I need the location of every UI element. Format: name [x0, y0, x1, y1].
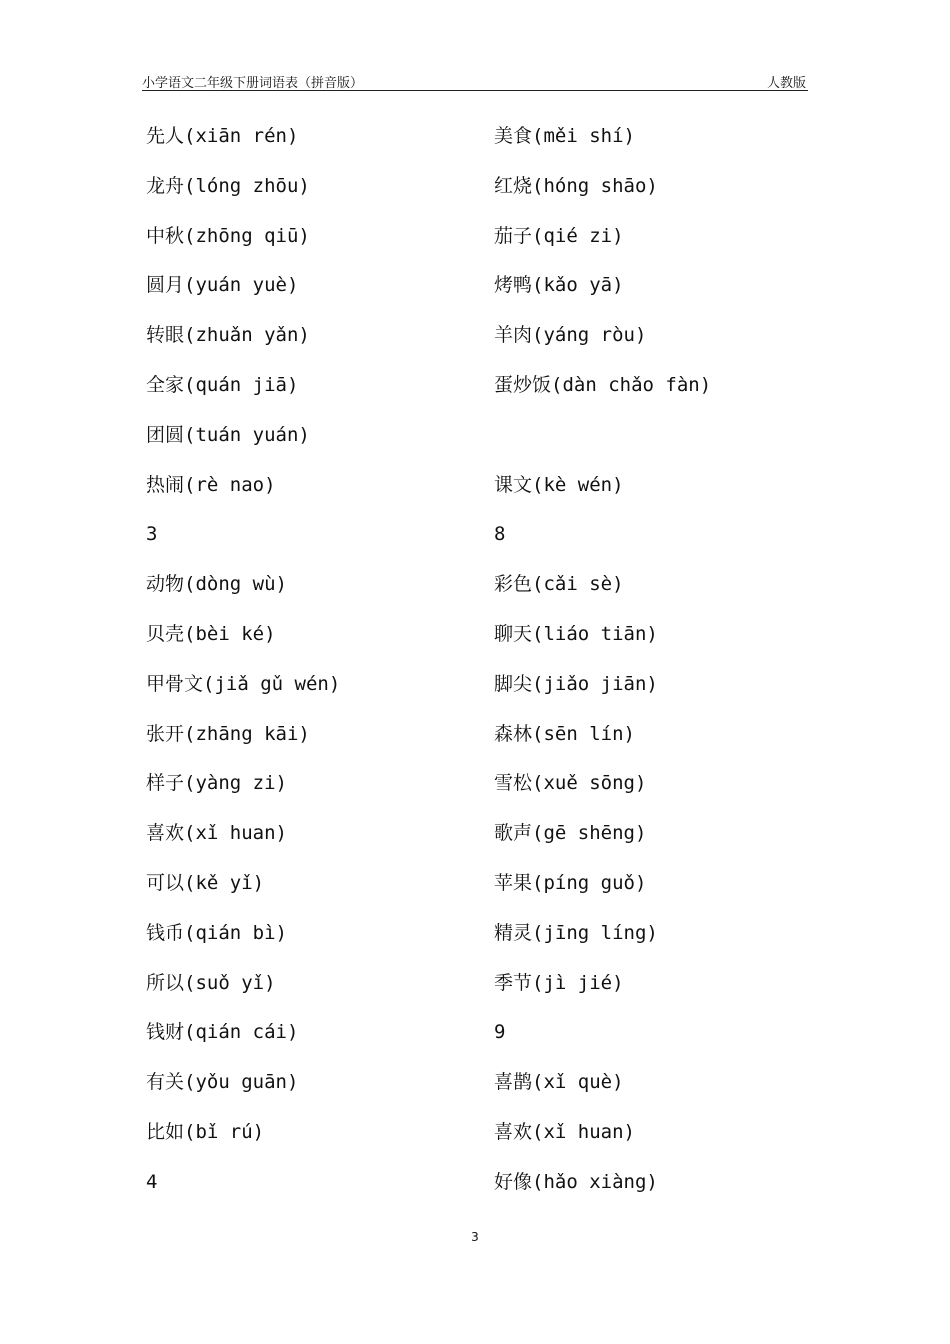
- word-entry: 样子(yàng zi): [146, 772, 287, 795]
- word-entry: 彩色(cǎi sè): [494, 573, 624, 596]
- word-entry: 中秋(zhōng qiū): [146, 224, 310, 247]
- word-entry: 转眼(zhuǎn yǎn): [146, 324, 310, 347]
- word-entry: 先人(xiān rén): [146, 125, 299, 147]
- word-entry: 张开(zhāng kāi): [146, 722, 310, 745]
- word-entry: 好像(hǎo xiàng): [494, 1170, 658, 1193]
- word-entry: 美食(měi shí): [494, 125, 635, 147]
- word-entry: 红烧(hóng shāo): [494, 174, 658, 197]
- page-header: [142, 70, 808, 91]
- word-entry: [494, 419, 711, 469]
- word-entry: 钱币(qián bì): [146, 921, 287, 944]
- word-entry: 脚尖(jiǎo jiān): [494, 672, 658, 695]
- word-entry: 3: [146, 523, 158, 546]
- word-entry: 全家(quán jiā): [146, 373, 299, 396]
- word-entry: 精灵(jīng líng): [494, 921, 658, 944]
- word-entry: 钱财(qián cái): [146, 1021, 299, 1044]
- word-entry: 课文(kè wén): [494, 473, 624, 496]
- header-title: 小学语文二年级下册词语表（拼音版）: [142, 76, 364, 91]
- word-entry: 热闹(rè nao): [146, 473, 276, 496]
- word-entry: 喜欢(xǐ huan): [494, 1120, 635, 1143]
- word-entry: 动物(dòng wù): [146, 573, 287, 596]
- word-entry: 雪松(xuě sōng): [494, 772, 647, 795]
- word-entry: 歌声(gē shēng): [494, 822, 647, 845]
- left-word-column: [146, 120, 340, 1216]
- word-entry: 甲骨文(jiǎ gǔ wén): [146, 672, 341, 695]
- word-entry: 贝壳(bèi ké): [146, 622, 276, 645]
- word-entry: 喜鹊(xǐ què): [494, 1071, 624, 1094]
- word-entry: 龙舟(lóng zhōu): [146, 174, 310, 197]
- word-entry: 比如(bǐ rú): [146, 1120, 265, 1143]
- word-entry: 9: [494, 1021, 506, 1044]
- word-entry: 苹果(píng guǒ): [494, 871, 647, 894]
- right-word-column: [494, 120, 711, 1216]
- word-entry: 团圆(tuán yuán): [146, 423, 310, 446]
- word-entry: 聊天(liáo tiān): [494, 622, 658, 645]
- header-edition: 人教版: [766, 76, 806, 91]
- word-entry: 烤鸭(kǎo yā): [494, 274, 624, 297]
- word-entry: 8: [494, 523, 506, 546]
- word-entry: 季节(jì jié): [494, 971, 624, 994]
- word-entry: 森林(sēn lín): [494, 722, 635, 745]
- word-entry: 羊肉(yáng ròu): [494, 324, 647, 347]
- word-entry: 喜欢(xǐ huan): [146, 822, 287, 845]
- word-entry: 4: [146, 1170, 158, 1193]
- word-entry: 有关(yǒu guān): [146, 1071, 299, 1094]
- word-entry: 可以(kě yǐ): [146, 871, 265, 894]
- word-entry: 所以(suǒ yǐ): [146, 971, 276, 994]
- word-entry: 茄子(qié zi): [494, 224, 624, 247]
- word-entry: 圆月(yuán yuè): [146, 274, 299, 297]
- page-number: 3: [471, 1230, 479, 1244]
- word-entry: 蛋炒饭(dàn chǎo fàn): [494, 373, 712, 396]
